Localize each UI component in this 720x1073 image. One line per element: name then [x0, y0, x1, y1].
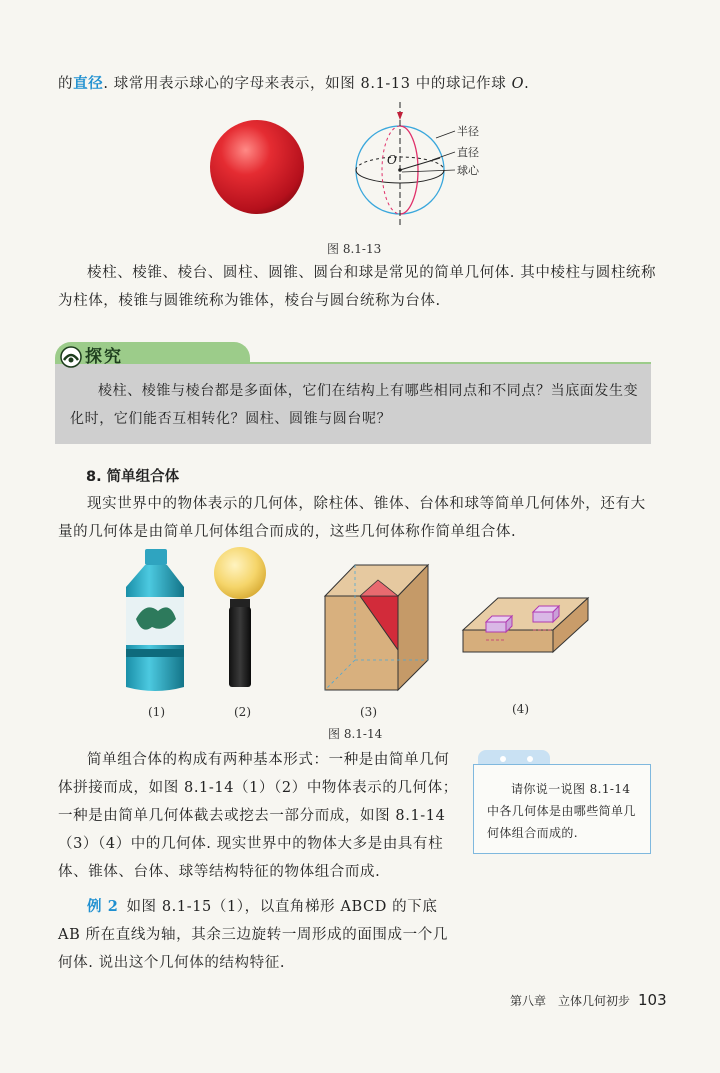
chapter-title: 第八章 立体几何初步	[510, 994, 631, 1008]
example-text: 如图 8.1-15（1），以直角梯形 ABCD 的下底 AB 所在直线为轴，其余三边旋转一周形成的面围成一个几何体. 说出这个几何体的结构特征.	[58, 899, 448, 971]
text-fragment: . 球常用表示球心的字母来表示，如图 8.1-13 中的球记作球	[103, 76, 512, 92]
slab-with-holes-image	[458, 590, 593, 670]
red-ball-image	[205, 115, 309, 219]
figure-label-2: (2)	[234, 705, 251, 719]
page-footer	[510, 991, 667, 1010]
explore-title: 探究	[85, 347, 123, 367]
text-fragment: .	[524, 76, 530, 92]
intro-paragraph	[58, 70, 678, 98]
page-number: 103	[638, 991, 667, 1009]
example-label: 例 2	[87, 898, 119, 915]
side-note-text: 请你说一说图 8.1-14 中各几何体是由哪些简单几何体组合而成的.	[487, 782, 636, 840]
side-note-dots	[498, 754, 538, 764]
ball-cylinder-image	[210, 545, 270, 695]
sphere-center-letter: O	[387, 153, 397, 167]
section-intro-paragraph: 现实世界中的物体表示的几何体，除柱体、锥体、台体和球等简单几何体外，还有大量的几何体是由简单几何体组合而成的，这些几何体称作简单组合体.	[58, 496, 646, 540]
figure-label-3: (3)	[360, 705, 377, 719]
example-paragraph	[58, 893, 462, 977]
simple-solids-paragraph: 棱柱、棱锥、棱台、圆柱、圆锥、圆台和球是常见的简单几何体. 其中棱柱与圆柱统称为柱体，棱锥与圆锥统称为锥体，棱台与圆台统称为台体.	[58, 265, 657, 309]
bottle-image	[118, 545, 193, 695]
figure-label-4: (4)	[512, 702, 529, 716]
label-center: 球心	[457, 164, 479, 177]
explore-icon	[60, 346, 82, 368]
term-diameter: 直径	[73, 75, 104, 92]
text-fragment: 的	[58, 76, 74, 92]
figure-label-1: (1)	[148, 705, 165, 719]
figure-caption-8-1-14: 图 8.1-14	[328, 727, 383, 741]
composite-forms-paragraph: 简单组合体的构成有两种基本形式：一种是由简单几何体拼接而成，如图 8.1-14（1）（2）中物体表示的几何体；一种是由简单几何体截去或挖去一部分而成，如图 8.1-14（3）（4）中的几何体. 现实世界中的物体大多是由具有柱体、锥体、台体、球等结构特征的物体组合而成.	[58, 752, 458, 880]
sphere-letter: O	[511, 76, 525, 92]
label-radius: 半径	[457, 125, 479, 138]
cut-cube-image	[320, 560, 435, 695]
sphere-diagram	[340, 100, 510, 235]
label-diameter: 直径	[457, 146, 479, 159]
section-heading: 8. 简单组合体	[86, 469, 180, 485]
figure-caption-8-1-13: 图 8.1-13	[327, 242, 382, 256]
explore-text: 棱柱、棱锥与棱台都是多面体，它们在结构上有哪些相同点和不同点？当底面发生变化时，它们能否互相转化？圆柱、圆锥与圆台呢？	[70, 383, 639, 427]
